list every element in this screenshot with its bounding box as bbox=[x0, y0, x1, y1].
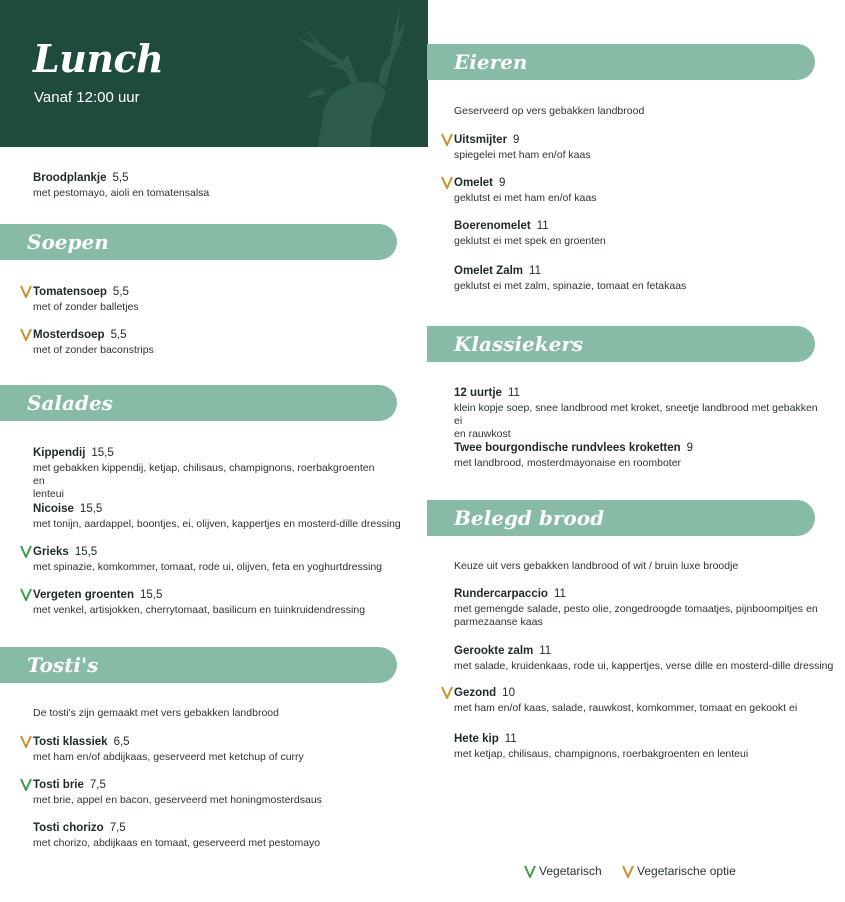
vegetarian-icon bbox=[20, 588, 32, 601]
item-description: met gemengde salade, pesto olie, zongedroogde tomaatjes, pijnboompitjes en bbox=[454, 603, 818, 615]
item-price: 15,5 bbox=[139, 589, 163, 601]
item-description: geklutst ei met spek en groenten bbox=[454, 235, 606, 247]
vegetarian-option-icon bbox=[441, 686, 453, 699]
menu-item-uitsmijter bbox=[454, 134, 591, 162]
menu-header bbox=[0, 0, 428, 147]
vegetarian-option-icon bbox=[20, 328, 32, 341]
item-price: 15,5 bbox=[74, 546, 98, 558]
item-price: 7,5 bbox=[89, 779, 106, 791]
item-name: Tomatensoep bbox=[33, 286, 107, 298]
item-description-cont: en rauwkost bbox=[454, 428, 511, 440]
item-price: 11 bbox=[504, 733, 517, 745]
section-note: De tosti's zijn gemaakt met vers gebakken landbrood bbox=[33, 707, 279, 719]
menu-item-broodplankje bbox=[33, 172, 209, 200]
menu-item-boerenomelet bbox=[454, 220, 606, 248]
vegetarian-option-icon bbox=[20, 285, 32, 298]
menu-item-hete-kip bbox=[454, 733, 748, 761]
menu-item-nicoise bbox=[33, 503, 401, 531]
vegetarian-option-icon bbox=[622, 865, 634, 878]
item-description: met brie, appel en bacon, geserveerd met honingmosterdsaus bbox=[33, 794, 322, 806]
item-price: 5,5 bbox=[112, 286, 129, 298]
item-description: met pestomayo, aioli en tomatensalsa bbox=[33, 187, 210, 199]
item-price: 11 bbox=[539, 645, 552, 657]
item-price: 11 bbox=[536, 220, 549, 232]
legend-vegetarisch bbox=[524, 864, 602, 878]
item-description: met ham en/of abdijkaas, geserveerd met ketchup of curry bbox=[33, 751, 304, 763]
item-price: 9 bbox=[499, 177, 506, 189]
item-description: met landbrood, mosterdmayonaise en roomboter bbox=[454, 457, 682, 469]
menu-item-gerookte-zalm bbox=[454, 645, 833, 673]
vegetarian-option-icon bbox=[441, 176, 453, 189]
item-price: 11 bbox=[529, 265, 541, 277]
item-name: Boerenomelet bbox=[454, 220, 531, 232]
item-description: met ham en/of kaas, salade, rauwkost, komkommer, tomaat en gekookt ei bbox=[454, 702, 798, 714]
section-note: Geserveerd op vers gebakken landbrood bbox=[454, 105, 645, 117]
page-title: Lunch bbox=[33, 36, 164, 81]
legend-label: Vegetarisch bbox=[539, 864, 602, 878]
menu-item-grieks bbox=[33, 546, 382, 574]
item-description: met salade, kruidenkaas, rode ui, kappertjes, verse dille en mosterd-dille dressing bbox=[454, 660, 834, 672]
item-description: geklutst ei met zalm, spinazie, tomaat en fetakaas bbox=[454, 280, 687, 292]
menu-item-mosterdsoep bbox=[33, 329, 154, 357]
item-description: met venkel, artisjokken, cherrytomaat, basilicum en tuinkruidendressing bbox=[33, 604, 366, 616]
item-price: 11 bbox=[553, 588, 566, 600]
menu-item-tosti-chorizo bbox=[33, 822, 320, 850]
item-name: Omelet bbox=[454, 177, 493, 189]
item-description: met gebakken kippendij, ketjap, chilisaus, champignons, roerbakgroenten en bbox=[33, 462, 375, 487]
deer-icon bbox=[282, 0, 428, 147]
item-name: 12 uurtje bbox=[454, 387, 502, 399]
item-name: Tosti chorizo bbox=[33, 822, 104, 834]
item-name: Omelet Zalm bbox=[454, 265, 524, 277]
section-note: Keuze uit vers gebakken landbrood of wit / bruin luxe broodje bbox=[454, 560, 739, 572]
item-name: Mosterdsoep bbox=[33, 329, 105, 341]
item-description: met chorizo, abdijkaas en tomaat, geserveerd met pestomayo bbox=[33, 837, 321, 849]
item-price: 15,5 bbox=[79, 503, 103, 515]
item-price: 11 bbox=[507, 387, 520, 399]
menu-item-omelet-zalm bbox=[454, 265, 686, 293]
item-description: met spinazie, komkommer, tomaat, rode ui, olijven, feta en yoghurtdressing bbox=[33, 561, 383, 573]
section-header-salades: Salades bbox=[0, 385, 397, 421]
item-name: Twee bourgondische rundvlees kroketten bbox=[454, 442, 681, 454]
legend-vegetarische-optie bbox=[622, 864, 736, 878]
item-price: 9 bbox=[686, 442, 694, 454]
vegetarian-icon bbox=[20, 778, 32, 791]
vegetarian-icon bbox=[20, 545, 32, 558]
page-subtitle: Vanaf 12:00 uur bbox=[34, 89, 140, 106]
section-header-eieren: Eieren bbox=[427, 44, 815, 80]
item-name: Tosti brie bbox=[33, 779, 84, 791]
section-header-tostis: Tosti's bbox=[0, 647, 397, 683]
section-header-klassiekers: Klassiekers bbox=[427, 326, 815, 362]
item-name: Uitsmijter bbox=[454, 134, 508, 146]
section-header-belegd-brood: Belegd brood bbox=[427, 500, 815, 536]
item-price: 5,5 bbox=[110, 329, 127, 341]
item-description: klein kopje soep, snee landbrood met kroket, sneetje landbrood met gebakken ei bbox=[454, 402, 818, 427]
item-name: Tosti klassiek bbox=[33, 736, 108, 748]
item-price: 6,5 bbox=[113, 736, 130, 748]
menu-item-tomatensoep bbox=[33, 286, 139, 314]
item-description-cont: lenteui bbox=[33, 488, 64, 500]
menu-item-gezond bbox=[454, 687, 797, 715]
menu-item-omelet bbox=[454, 177, 596, 205]
menu-item-vergeten-groenten bbox=[33, 589, 365, 617]
item-name: Rundercarpaccio bbox=[454, 588, 548, 600]
item-description: met ketjap, chilisaus, champignons, roerbakgroenten en lenteui bbox=[454, 748, 749, 760]
menu-item-kroketten bbox=[454, 442, 693, 470]
item-price: 15,5 bbox=[91, 447, 114, 459]
item-name: Hete kip bbox=[454, 733, 499, 745]
item-description: met of zonder baconstrips bbox=[33, 344, 154, 356]
item-name: Vergeten groenten bbox=[33, 589, 134, 601]
menu-item-tosti-brie bbox=[33, 779, 322, 807]
item-name: Nicoise bbox=[33, 503, 74, 515]
menu-item-kippendij bbox=[33, 447, 383, 501]
item-description: met tonijn, aardappel, boontjes, ei, olijven, kappertjes en mosterd-dille dressing bbox=[33, 518, 401, 530]
vegetarian-option-icon bbox=[441, 133, 453, 146]
menu-item-rundercarpaccio bbox=[454, 588, 824, 629]
section-header-soepen: Soepen bbox=[0, 224, 397, 260]
menu-item-tosti-klassiek bbox=[33, 736, 304, 764]
legend-label: Vegetarische optie bbox=[637, 864, 736, 878]
item-price: 5,5 bbox=[112, 172, 129, 184]
item-description: met of zonder balletjes bbox=[33, 301, 139, 313]
vegetarian-icon bbox=[524, 865, 536, 878]
item-description-cont: parmezaanse kaas bbox=[454, 616, 543, 628]
item-price: 10 bbox=[502, 687, 515, 699]
item-price: 9 bbox=[513, 134, 520, 146]
item-name: Gerookte zalm bbox=[454, 645, 534, 657]
item-name: Gezond bbox=[454, 687, 497, 699]
item-name: Broodplankje bbox=[33, 172, 107, 184]
vegetarian-option-icon bbox=[20, 735, 32, 748]
menu-item-12-uurtje bbox=[454, 387, 824, 441]
item-price: 7,5 bbox=[109, 822, 126, 834]
item-name: Grieks bbox=[33, 546, 69, 558]
item-name: Kippendij bbox=[33, 447, 86, 459]
item-description: geklutst ei met ham en/of kaas bbox=[454, 192, 597, 204]
item-description: spiegelei met ham en/of kaas bbox=[454, 149, 591, 161]
